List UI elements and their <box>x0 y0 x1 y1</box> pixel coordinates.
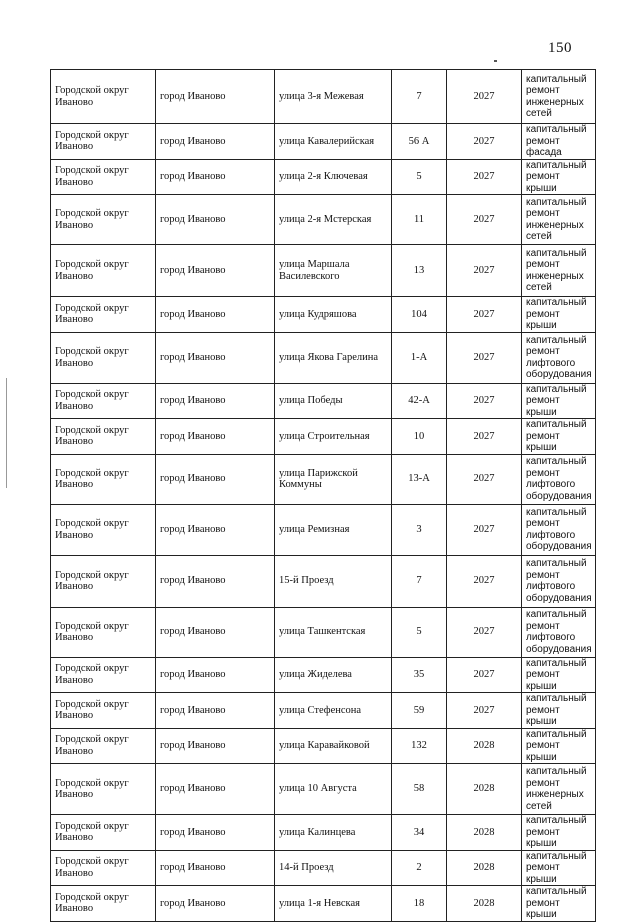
table-row <box>51 850 596 886</box>
table-row <box>51 124 596 160</box>
okrug-cell: Городской округ Иваново <box>51 245 156 297</box>
street-cell: 15-й Проезд <box>275 555 392 607</box>
work-type-cell: капитальный ремонт крыши <box>522 728 596 764</box>
work-type-cell: капитальный ремонт лифтового оборудования <box>522 555 596 607</box>
street-cell: улица 1-я Невская <box>275 886 392 922</box>
house-number-cell: 104 <box>392 297 447 333</box>
house-number-cell: 18 <box>392 886 447 922</box>
work-type-cell: капитальный ремонт крыши <box>522 159 596 195</box>
house-number-cell: 13 <box>392 245 447 297</box>
city-cell: город Иваново <box>156 70 275 124</box>
okrug-cell: Городской округ Иваново <box>51 195 156 245</box>
house-number-cell: 5 <box>392 159 447 195</box>
table-row <box>51 657 596 693</box>
table-row <box>51 454 596 504</box>
year-cell: 2027 <box>447 657 522 693</box>
table-body <box>51 70 596 922</box>
city-cell: город Иваново <box>156 419 275 455</box>
work-type-cell: капитальный ремонт лифтового оборудования <box>522 454 596 504</box>
work-type-cell: капитальный ремонт инженерных сетей <box>522 245 596 297</box>
city-cell: город Иваново <box>156 454 275 504</box>
house-number-cell: 34 <box>392 815 447 851</box>
table-row <box>51 383 596 419</box>
table-row <box>51 607 596 657</box>
okrug-cell: Городской округ Иваново <box>51 419 156 455</box>
street-cell: улица Стефенсона <box>275 693 392 729</box>
street-cell: улица 10 Августа <box>275 764 392 815</box>
street-cell: улица Строительная <box>275 419 392 455</box>
table-row <box>51 693 596 729</box>
street-cell: улица 2-я Мстерская <box>275 195 392 245</box>
okrug-cell: Городской округ Иваново <box>51 764 156 815</box>
street-cell: 14-й Проезд <box>275 850 392 886</box>
scan-mark <box>494 60 497 62</box>
city-cell: город Иваново <box>156 815 275 851</box>
street-cell: улица Кудряшова <box>275 297 392 333</box>
work-type-cell: капитальный ремонт лифтового оборудования <box>522 607 596 657</box>
table-row <box>51 419 596 455</box>
year-cell: 2027 <box>447 70 522 124</box>
city-cell: город Иваново <box>156 764 275 815</box>
city-cell: город Иваново <box>156 124 275 160</box>
city-cell: город Иваново <box>156 555 275 607</box>
city-cell: город Иваново <box>156 159 275 195</box>
street-cell: улица Якова Гарелина <box>275 332 392 383</box>
house-number-cell: 11 <box>392 195 447 245</box>
table-row <box>51 332 596 383</box>
table-row <box>51 815 596 851</box>
table-row <box>51 245 596 297</box>
okrug-cell: Городской округ Иваново <box>51 607 156 657</box>
house-number-cell: 3 <box>392 504 447 555</box>
house-number-cell: 132 <box>392 728 447 764</box>
year-cell: 2027 <box>447 454 522 504</box>
okrug-cell: Городской округ Иваново <box>51 383 156 419</box>
house-number-cell: 13-А <box>392 454 447 504</box>
okrug-cell: Городской округ Иваново <box>51 332 156 383</box>
year-cell: 2027 <box>447 159 522 195</box>
work-type-cell: капитальный ремонт фасада <box>522 124 596 160</box>
table-row <box>51 297 596 333</box>
year-cell: 2028 <box>447 886 522 922</box>
work-type-cell: капитальный ремонт крыши <box>522 850 596 886</box>
street-cell: улица 3-я Межевая <box>275 70 392 124</box>
work-type-cell: капитальный ремонт крыши <box>522 886 596 922</box>
table-row <box>51 555 596 607</box>
city-cell: город Иваново <box>156 657 275 693</box>
work-type-cell: капитальный ремонт крыши <box>522 693 596 729</box>
city-cell: город Иваново <box>156 245 275 297</box>
house-number-cell: 1-А <box>392 332 447 383</box>
work-type-cell: капитальный ремонт инженерных сетей <box>522 764 596 815</box>
house-number-cell: 5 <box>392 607 447 657</box>
work-type-cell: капитальный ремонт лифтового оборудования <box>522 504 596 555</box>
year-cell: 2027 <box>447 383 522 419</box>
house-number-cell: 7 <box>392 70 447 124</box>
house-number-cell: 56 А <box>392 124 447 160</box>
street-cell: улица Калинцева <box>275 815 392 851</box>
okrug-cell: Городской округ Иваново <box>51 815 156 851</box>
work-type-cell: капитальный ремонт крыши <box>522 297 596 333</box>
street-cell: улица Победы <box>275 383 392 419</box>
city-cell: город Иваново <box>156 728 275 764</box>
page-number: 150 <box>548 40 572 56</box>
work-type-cell: капитальный ремонт лифтового оборудования <box>522 332 596 383</box>
work-type-cell: капитальный ремонт инженерных сетей <box>522 70 596 124</box>
street-cell: улица 2-я Ключевая <box>275 159 392 195</box>
city-cell: город Иваново <box>156 850 275 886</box>
house-number-cell: 58 <box>392 764 447 815</box>
okrug-cell: Городской округ Иваново <box>51 504 156 555</box>
year-cell: 2028 <box>447 850 522 886</box>
city-cell: город Иваново <box>156 332 275 383</box>
street-cell: улица Каравайковой <box>275 728 392 764</box>
street-cell: улица Маршала Василевского <box>275 245 392 297</box>
house-number-cell: 10 <box>392 419 447 455</box>
year-cell: 2027 <box>447 419 522 455</box>
house-number-cell: 59 <box>392 693 447 729</box>
okrug-cell: Городской округ Иваново <box>51 886 156 922</box>
okrug-cell: Городской округ Иваново <box>51 657 156 693</box>
table-row <box>51 195 596 245</box>
street-cell: улица Жиделева <box>275 657 392 693</box>
table-row <box>51 504 596 555</box>
street-cell: улица Парижской Коммуны <box>275 454 392 504</box>
street-cell: улица Ташкентская <box>275 607 392 657</box>
year-cell: 2027 <box>447 504 522 555</box>
house-number-cell: 42-А <box>392 383 447 419</box>
work-type-cell: капитальный ремонт крыши <box>522 815 596 851</box>
year-cell: 2027 <box>447 607 522 657</box>
scan-margin-line <box>6 378 7 488</box>
table-row <box>51 764 596 815</box>
okrug-cell: Городской округ Иваново <box>51 693 156 729</box>
work-type-cell: капитальный ремонт крыши <box>522 657 596 693</box>
year-cell: 2028 <box>447 728 522 764</box>
work-type-cell: капитальный ремонт крыши <box>522 383 596 419</box>
year-cell: 2028 <box>447 764 522 815</box>
house-number-cell: 7 <box>392 555 447 607</box>
okrug-cell: Городской округ Иваново <box>51 159 156 195</box>
okrug-cell: Городской округ Иваново <box>51 850 156 886</box>
table-row <box>51 159 596 195</box>
okrug-cell: Городской округ Иваново <box>51 124 156 160</box>
house-number-cell: 35 <box>392 657 447 693</box>
year-cell: 2028 <box>447 815 522 851</box>
repair-schedule-table <box>50 69 596 922</box>
year-cell: 2027 <box>447 195 522 245</box>
street-cell: улица Кавалерийская <box>275 124 392 160</box>
city-cell: город Иваново <box>156 693 275 729</box>
year-cell: 2027 <box>447 297 522 333</box>
okrug-cell: Городской округ Иваново <box>51 297 156 333</box>
work-type-cell: капитальный ремонт инженерных сетей <box>522 195 596 245</box>
okrug-cell: Городской округ Иваново <box>51 728 156 764</box>
city-cell: город Иваново <box>156 297 275 333</box>
city-cell: город Иваново <box>156 383 275 419</box>
city-cell: город Иваново <box>156 886 275 922</box>
table-row <box>51 728 596 764</box>
okrug-cell: Городской округ Иваново <box>51 70 156 124</box>
city-cell: город Иваново <box>156 504 275 555</box>
city-cell: город Иваново <box>156 607 275 657</box>
table-row <box>51 70 596 124</box>
city-cell: город Иваново <box>156 195 275 245</box>
street-cell: улица Ремизная <box>275 504 392 555</box>
okrug-cell: Городской округ Иваново <box>51 454 156 504</box>
year-cell: 2027 <box>447 124 522 160</box>
work-type-cell: капитальный ремонт крыши <box>522 419 596 455</box>
year-cell: 2027 <box>447 245 522 297</box>
house-number-cell: 2 <box>392 850 447 886</box>
table-row <box>51 886 596 922</box>
year-cell: 2027 <box>447 332 522 383</box>
year-cell: 2027 <box>447 555 522 607</box>
okrug-cell: Городской округ Иваново <box>51 555 156 607</box>
year-cell: 2027 <box>447 693 522 729</box>
